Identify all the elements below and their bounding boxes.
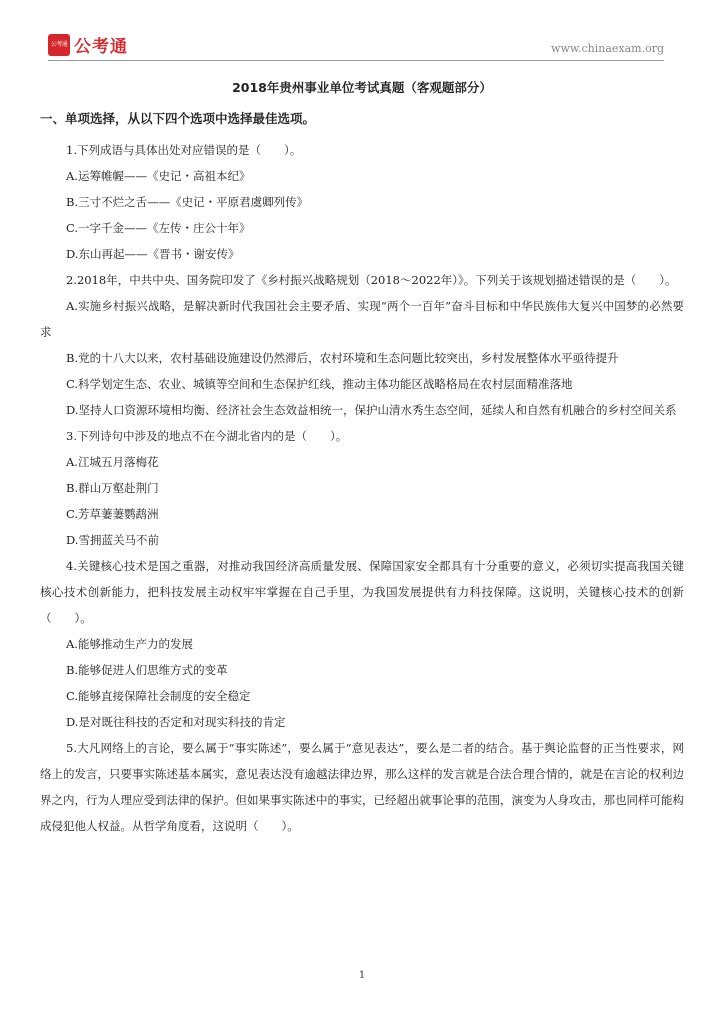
page-number: 1	[358, 970, 366, 981]
option: B.能够促进人们思维方式的变革	[66, 663, 228, 677]
option: D.坚持人口资源环境相均衡、经济社会生态效益相统一，保护山清水秀生态空间，延续人和自然有机融合的乡村空间关系	[66, 403, 677, 417]
question-4	[40, 553, 684, 735]
option: B.党的十八大以来，农村基础设施建设仍然滞后，农村环境和生态问题比较突出，乡村发展整体水平亟待提升	[66, 351, 619, 365]
option: C.一字千金——《左传・庄公十年》	[66, 221, 251, 235]
question-stem: 1.下列成语与具体出处对应错误的是（ ）。	[66, 143, 302, 157]
question-2	[40, 267, 684, 423]
section-heading: 一、单项选择，从以下四个选项中选择最佳选项。	[40, 111, 316, 126]
option: C.能够直接保障社会制度的安全稳定	[66, 689, 251, 703]
question-stem: 4.关键核心技术是国之重器，对推动我国经济高质量发展、保障国家安全都具有十分重要的意义，必须切实提高我国关键核心技术创新能力，把科技发展主动权牢牢掌握在自己手里，为我国发展提供有力科技保障。这说明，关键核心技术的创新（ ）。	[40, 559, 684, 625]
logo-text: 公考通	[74, 37, 128, 57]
site-url[interactable]: www.chinaexam.org	[551, 42, 664, 55]
option: C.科学划定生态、农业、城镇等空间和生态保护红线，推动主体功能区战略格局在农村层面精准落地	[66, 377, 573, 391]
question-1	[40, 137, 684, 267]
option: B.群山万壑赴荆门	[66, 481, 159, 495]
document-title: 2018年贵州事业单位考试真题（客观题部分）	[232, 80, 492, 95]
question-5	[40, 735, 684, 839]
option: D.东山再起——《晋书・谢安传》	[66, 247, 240, 261]
option: A.实施乡村振兴战略，是解决新时代我国社会主要矛盾、实现“两个一百年”奋斗目标和中华民族伟大复兴中国梦的必然要求	[40, 299, 684, 339]
option: D.是对既往科技的否定和对现实科技的肯定	[66, 715, 286, 729]
option: A.能够推动生产力的发展	[66, 637, 193, 651]
document-body	[40, 78, 684, 839]
brand-logo[interactable]	[48, 32, 128, 57]
option: D.雪拥蓝关马不前	[66, 533, 159, 547]
question-stem: 3.下列诗句中涉及的地点不在今湖北省内的是（ ）。	[66, 429, 348, 443]
option: A.运筹帷幄——《史记・高祖本纪》	[66, 169, 251, 183]
option: C.芳草萋萋鹦鹉洲	[66, 507, 159, 521]
question-3	[40, 423, 684, 553]
option: B.三寸不烂之舌——《史记・平原君虞卿列传》	[66, 195, 309, 209]
question-stem: 5.大凡网络上的言论，要么属于“事实陈述”，要么属于“意见表达”，要么是二者的结合。基于舆论监督的正当性要求，网络上的发言，只要事实陈述基本属实，意见表达没有逾越法律边界，那么这样的发言就是合法合理合情的，就是在言论的权利边界之内，行为人理应受到法律的保护。但如果事实陈述中的事实，已经超出就事论事的范围，演变为人身攻击，那也同样可能构成侵犯他人权益。从哲学角度看，这说明（ ）。	[40, 741, 684, 833]
logo-badge-icon: 公考通	[48, 34, 70, 56]
option: A.江城五月落梅花	[66, 455, 159, 469]
question-stem: 2.2018年，中共中央、国务院印发了《乡村振兴战略规划（2018～2022年）》。下列关于该规划描述错误的是（ ）。	[66, 273, 677, 287]
page-header	[48, 30, 664, 61]
